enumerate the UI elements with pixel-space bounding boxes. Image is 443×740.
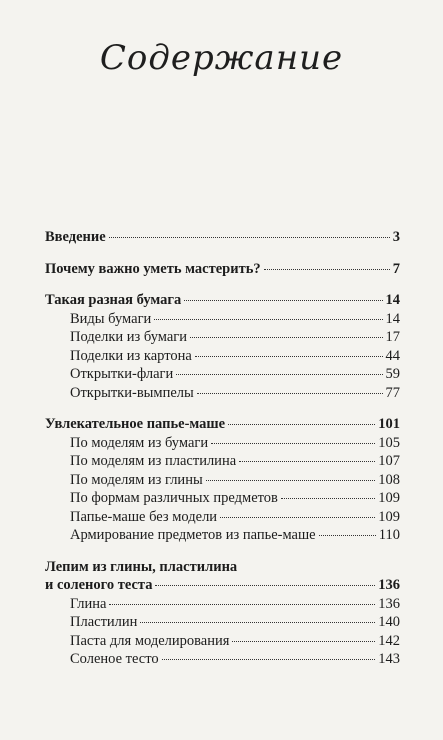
dot-leader [109,237,390,238]
toc-item-row[interactable] [45,310,400,329]
toc-heading-row[interactable] [45,415,400,434]
toc-item-label: Виды бумаги [70,310,152,327]
toc-section-why [45,260,400,279]
toc-page-number: 105 [378,434,400,451]
dot-leader [211,443,375,444]
toc-page-number: 7 [392,260,400,277]
dot-leader [162,659,376,660]
toc-item-row[interactable] [45,526,400,545]
toc-page-number: 108 [378,471,400,488]
toc-heading-label: Увлекательное папье-маше [45,416,226,432]
page-title: Содержание [99,38,344,78]
dot-leader [220,517,375,518]
toc-page-number: 110 [378,527,400,543]
toc-section-paper [45,291,400,402]
toc-page-number: 59 [385,366,400,382]
toc-item-row[interactable] [45,632,400,651]
toc-item-label: Поделки из картона [70,347,192,364]
toc-page-number: 3 [392,229,400,245]
toc-item-row[interactable] [45,365,400,384]
toc-heading-row[interactable] [45,228,400,247]
toc-page-number: 107 [378,453,400,469]
toc-item-label: Поделки из бумаги [70,329,187,345]
toc-item-row[interactable] [45,452,400,471]
dot-leader [206,480,376,481]
toc-item-label: Паста для моделирования [70,632,230,649]
dot-leader [239,461,375,462]
toc-page-number: 77 [385,384,400,401]
dot-leader [195,356,383,357]
toc-heading-row[interactable] [45,291,400,310]
toc-page-number: 140 [378,614,400,630]
toc-heading-label: Почему важно уметь мастерить? [45,260,261,277]
toc-item-label: Папье-маше без модели [70,508,218,525]
toc-item-row[interactable] [45,489,400,508]
dot-leader [154,319,382,320]
toc-item-row[interactable] [45,595,400,614]
toc-page-number: 101 [378,416,400,432]
dot-leader [184,300,382,301]
toc-item-label: Соленое тесто [70,651,159,667]
dot-leader [197,393,383,394]
toc-item-row[interactable] [45,328,400,347]
toc-page-number: 14 [385,310,400,327]
toc-item-row[interactable] [45,347,400,366]
toc-page-number: 136 [378,577,400,593]
table-of-contents [45,228,400,682]
toc-page-number: 143 [378,651,400,667]
toc-item-label: По моделям из пластилина [70,453,237,469]
toc-item-label: Глина [70,595,107,612]
toc-item-row[interactable] [45,650,400,669]
toc-item-row[interactable] [45,508,400,527]
dot-leader [140,622,375,623]
toc-item-row[interactable] [45,434,400,453]
toc-page-number: 14 [385,292,400,308]
toc-heading-label: Введение [45,229,106,245]
dot-leader [190,337,383,338]
toc-page-number: 109 [378,508,400,525]
toc-page-number: 136 [378,595,400,612]
toc-section-intro [45,228,400,247]
dot-leader [228,424,375,425]
toc-item-label: Открытки-флаги [70,366,174,382]
dot-leader [155,585,375,586]
toc-page-number: 44 [385,347,400,364]
toc-section-modeling [45,558,400,669]
toc-item-label: По формам различных предметов [70,490,278,506]
dot-leader [281,498,375,499]
toc-item-label: По моделям из глины [70,471,203,488]
toc-item-row[interactable] [45,471,400,490]
toc-page-number: 17 [385,329,400,345]
toc-item-row[interactable] [45,384,400,403]
dot-leader [176,374,382,375]
dot-leader [319,535,376,536]
dot-leader [264,269,390,270]
dot-leader [109,604,375,605]
toc-item-label: Открытки-вымпелы [70,384,194,401]
toc-heading-label: Такая разная бумага [45,292,182,308]
toc-page-number: 109 [378,490,400,506]
dot-leader [232,641,375,642]
toc-item-label: Пластилин [70,614,138,630]
toc-item-label: Армирование предметов из папье-маше [70,527,316,543]
toc-section-papier-mache [45,415,400,545]
toc-page-number: 142 [378,632,400,649]
toc-heading-row[interactable] [45,260,400,279]
toc-heading-row[interactable] [45,576,400,595]
toc-item-label: По моделям из бумаги [70,434,209,451]
toc-heading-line: Лепим из глины, пластилина [45,558,238,575]
toc-item-row[interactable] [45,613,400,632]
toc-heading-label: и соленого теста [45,577,153,593]
